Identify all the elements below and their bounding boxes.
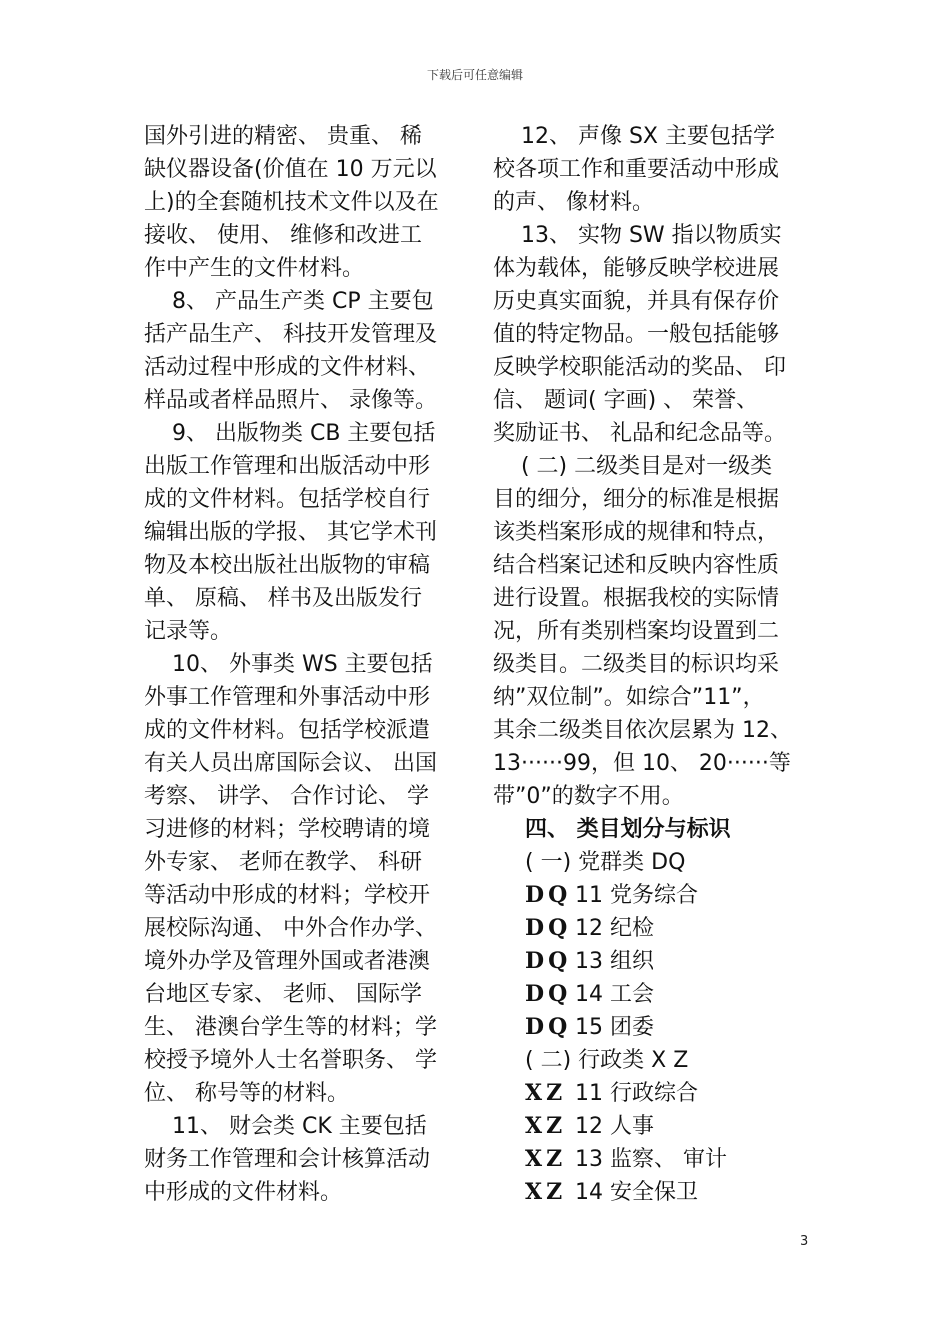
- category-code: DQ: [525, 948, 572, 974]
- text-line: 样品或者样品照片、 录像等。: [144, 388, 437, 413]
- text-line: 括产品生产、 科技开发管理及: [144, 322, 437, 347]
- text-line: 纳”双位制”。如综合”11”，: [493, 685, 765, 710]
- text-line: 13······99，但 10、 20······等: [493, 751, 791, 776]
- text-line: 带”0”的数字不用。: [493, 784, 684, 809]
- category-label: 13 监察、 审计: [575, 1147, 727, 1172]
- text-line: 有关人员出席国际会议、 出国: [144, 751, 437, 776]
- text-line: 值的特定物品。一般包括能够: [493, 322, 780, 347]
- text-line: 习进修的材料；学校聘请的境: [144, 817, 431, 842]
- text-line: 境外办学及管理外国或者港澳: [144, 949, 431, 974]
- text-line: 等活动中形成的材料；学校开: [144, 883, 431, 908]
- category-item: [493, 1143, 809, 1176]
- text-line: 体为载体，能够反映学校进展: [493, 256, 780, 281]
- text-line: 上)的全套随机技术文件以及在: [144, 190, 439, 215]
- text-line: 进行设置。根据我校的实际情: [493, 586, 780, 611]
- text-line: 9、 出版物类 CB 主要包括: [144, 421, 436, 446]
- category-item: [493, 879, 809, 912]
- category-label: 14 安全保卫: [575, 1180, 698, 1205]
- category-item: [493, 978, 809, 1011]
- text-line: 奖励证书、 礼品和纪念品等。: [493, 421, 786, 446]
- category-item: [493, 945, 809, 978]
- category-label: 12 纪检: [575, 916, 654, 941]
- category-item: [493, 1176, 809, 1209]
- text-line: 结合档案记述和反映内容性质: [493, 553, 780, 578]
- text-line: 外事工作管理和外事活动中形: [144, 685, 431, 710]
- category-label: 15 团委: [575, 1015, 654, 1040]
- category-label: 14 工会: [575, 982, 654, 1007]
- text-line: 缺仪器设备(价值在 10 万元以: [144, 157, 437, 182]
- text-line: 12、 声像 SX 主要包括学: [493, 124, 775, 149]
- category-item: [493, 1011, 809, 1044]
- text-line: 13、 实物 SW 指以物质实: [493, 223, 782, 248]
- text-line: 台地区专家、 老师、 国际学: [144, 982, 422, 1007]
- text-line: 展校际沟通、 中外合作办学、: [144, 916, 437, 941]
- text-line: 位、 称号等的材料。: [144, 1081, 349, 1106]
- category-item: [493, 1077, 809, 1110]
- text-line: 作中产生的文件材料。: [144, 256, 365, 281]
- text-line: 信、 题词( 字画) 、 荣誉、: [493, 388, 759, 413]
- category-label: 11 行政综合: [575, 1081, 698, 1106]
- text-line: 成的文件材料。包括学校派遣: [144, 718, 431, 743]
- category-item: [493, 1110, 809, 1143]
- text-line: 接收、 使用、 维修和改进工: [144, 223, 422, 248]
- category-code: DQ: [525, 981, 572, 1007]
- text-line: 该类档案形成的规律和特点，: [493, 520, 780, 545]
- left-column: [144, 120, 460, 1209]
- text-line: 成的文件材料。包括学校自行: [144, 487, 431, 512]
- category-label: 12 人事: [575, 1114, 654, 1139]
- text-line: 目的细分，细分的标准是根据: [493, 487, 780, 512]
- text-line: ( 二) 二级类目是对一级类: [493, 454, 773, 479]
- text-line: 其余二级类目依次层累为 12、: [493, 718, 792, 743]
- text-line: 11、 财会类 CK 主要包括: [144, 1114, 427, 1139]
- text-line: 单、 原稿、 样书及出版发行: [144, 586, 422, 611]
- text-line: 的声、 像材料。: [493, 190, 654, 215]
- category-item: [493, 912, 809, 945]
- text-line: 财务工作管理和会计核算活动: [144, 1147, 431, 1172]
- category-label: 13 组织: [575, 949, 654, 974]
- text-line: 况，所有类别档案均设置到二: [493, 619, 780, 644]
- text-line: 级类目。二级类目的标识均采: [493, 652, 780, 677]
- text-line: 国外引进的精密、 贵重、 稀: [144, 124, 422, 149]
- category-code: XZ: [525, 1113, 567, 1139]
- category-label: 11 党务综合: [575, 883, 698, 908]
- category-code: DQ: [525, 882, 572, 908]
- text-line: 出版工作管理和出版活动中形: [144, 454, 431, 479]
- text-line: 活动过程中形成的文件材料、: [144, 355, 431, 380]
- text-line: 考察、 讲学、 合作讨论、 学: [144, 784, 429, 809]
- text-line: 反映学校职能活动的奖品、 印: [493, 355, 786, 380]
- category-code: DQ: [525, 915, 572, 941]
- category-code: XZ: [525, 1146, 567, 1172]
- page-number: 3: [800, 1234, 809, 1249]
- text-line: 记录等。: [144, 619, 233, 644]
- text-line: 历史真实面貌，并具有保存价: [493, 289, 780, 314]
- right-column: [493, 120, 809, 1209]
- text-line: 10、 外事类 WS 主要包括: [144, 652, 433, 677]
- page-header: 下载后可任意编辑: [426, 68, 523, 82]
- text-line: 校授予境外人士名誉职务、 学: [144, 1048, 437, 1073]
- text-line: 中形成的文件材料。: [144, 1180, 343, 1205]
- category-code: DQ: [525, 1014, 572, 1040]
- section-heading: 四、 类目划分与标识: [525, 817, 731, 842]
- group-title-xingzheng: ( 二) 行政类 X Z: [525, 1048, 689, 1073]
- text-line: 外专家、 老师在教学、 科研: [144, 850, 422, 875]
- category-code: XZ: [525, 1080, 567, 1106]
- text-line: 校各项工作和重要活动中形成: [493, 157, 780, 182]
- group-title-dangqun: ( 一) 党群类 DQ: [525, 850, 686, 875]
- text-line: 物及本校出版社出版物的审稿: [144, 553, 431, 578]
- text-line: 生、 港澳台学生等的材料；学: [144, 1015, 437, 1040]
- text-line: 编辑出版的学报、 其它学术刊: [144, 520, 437, 545]
- category-code: XZ: [525, 1179, 567, 1205]
- text-line: 8、 产品生产类 CP 主要包: [144, 289, 434, 314]
